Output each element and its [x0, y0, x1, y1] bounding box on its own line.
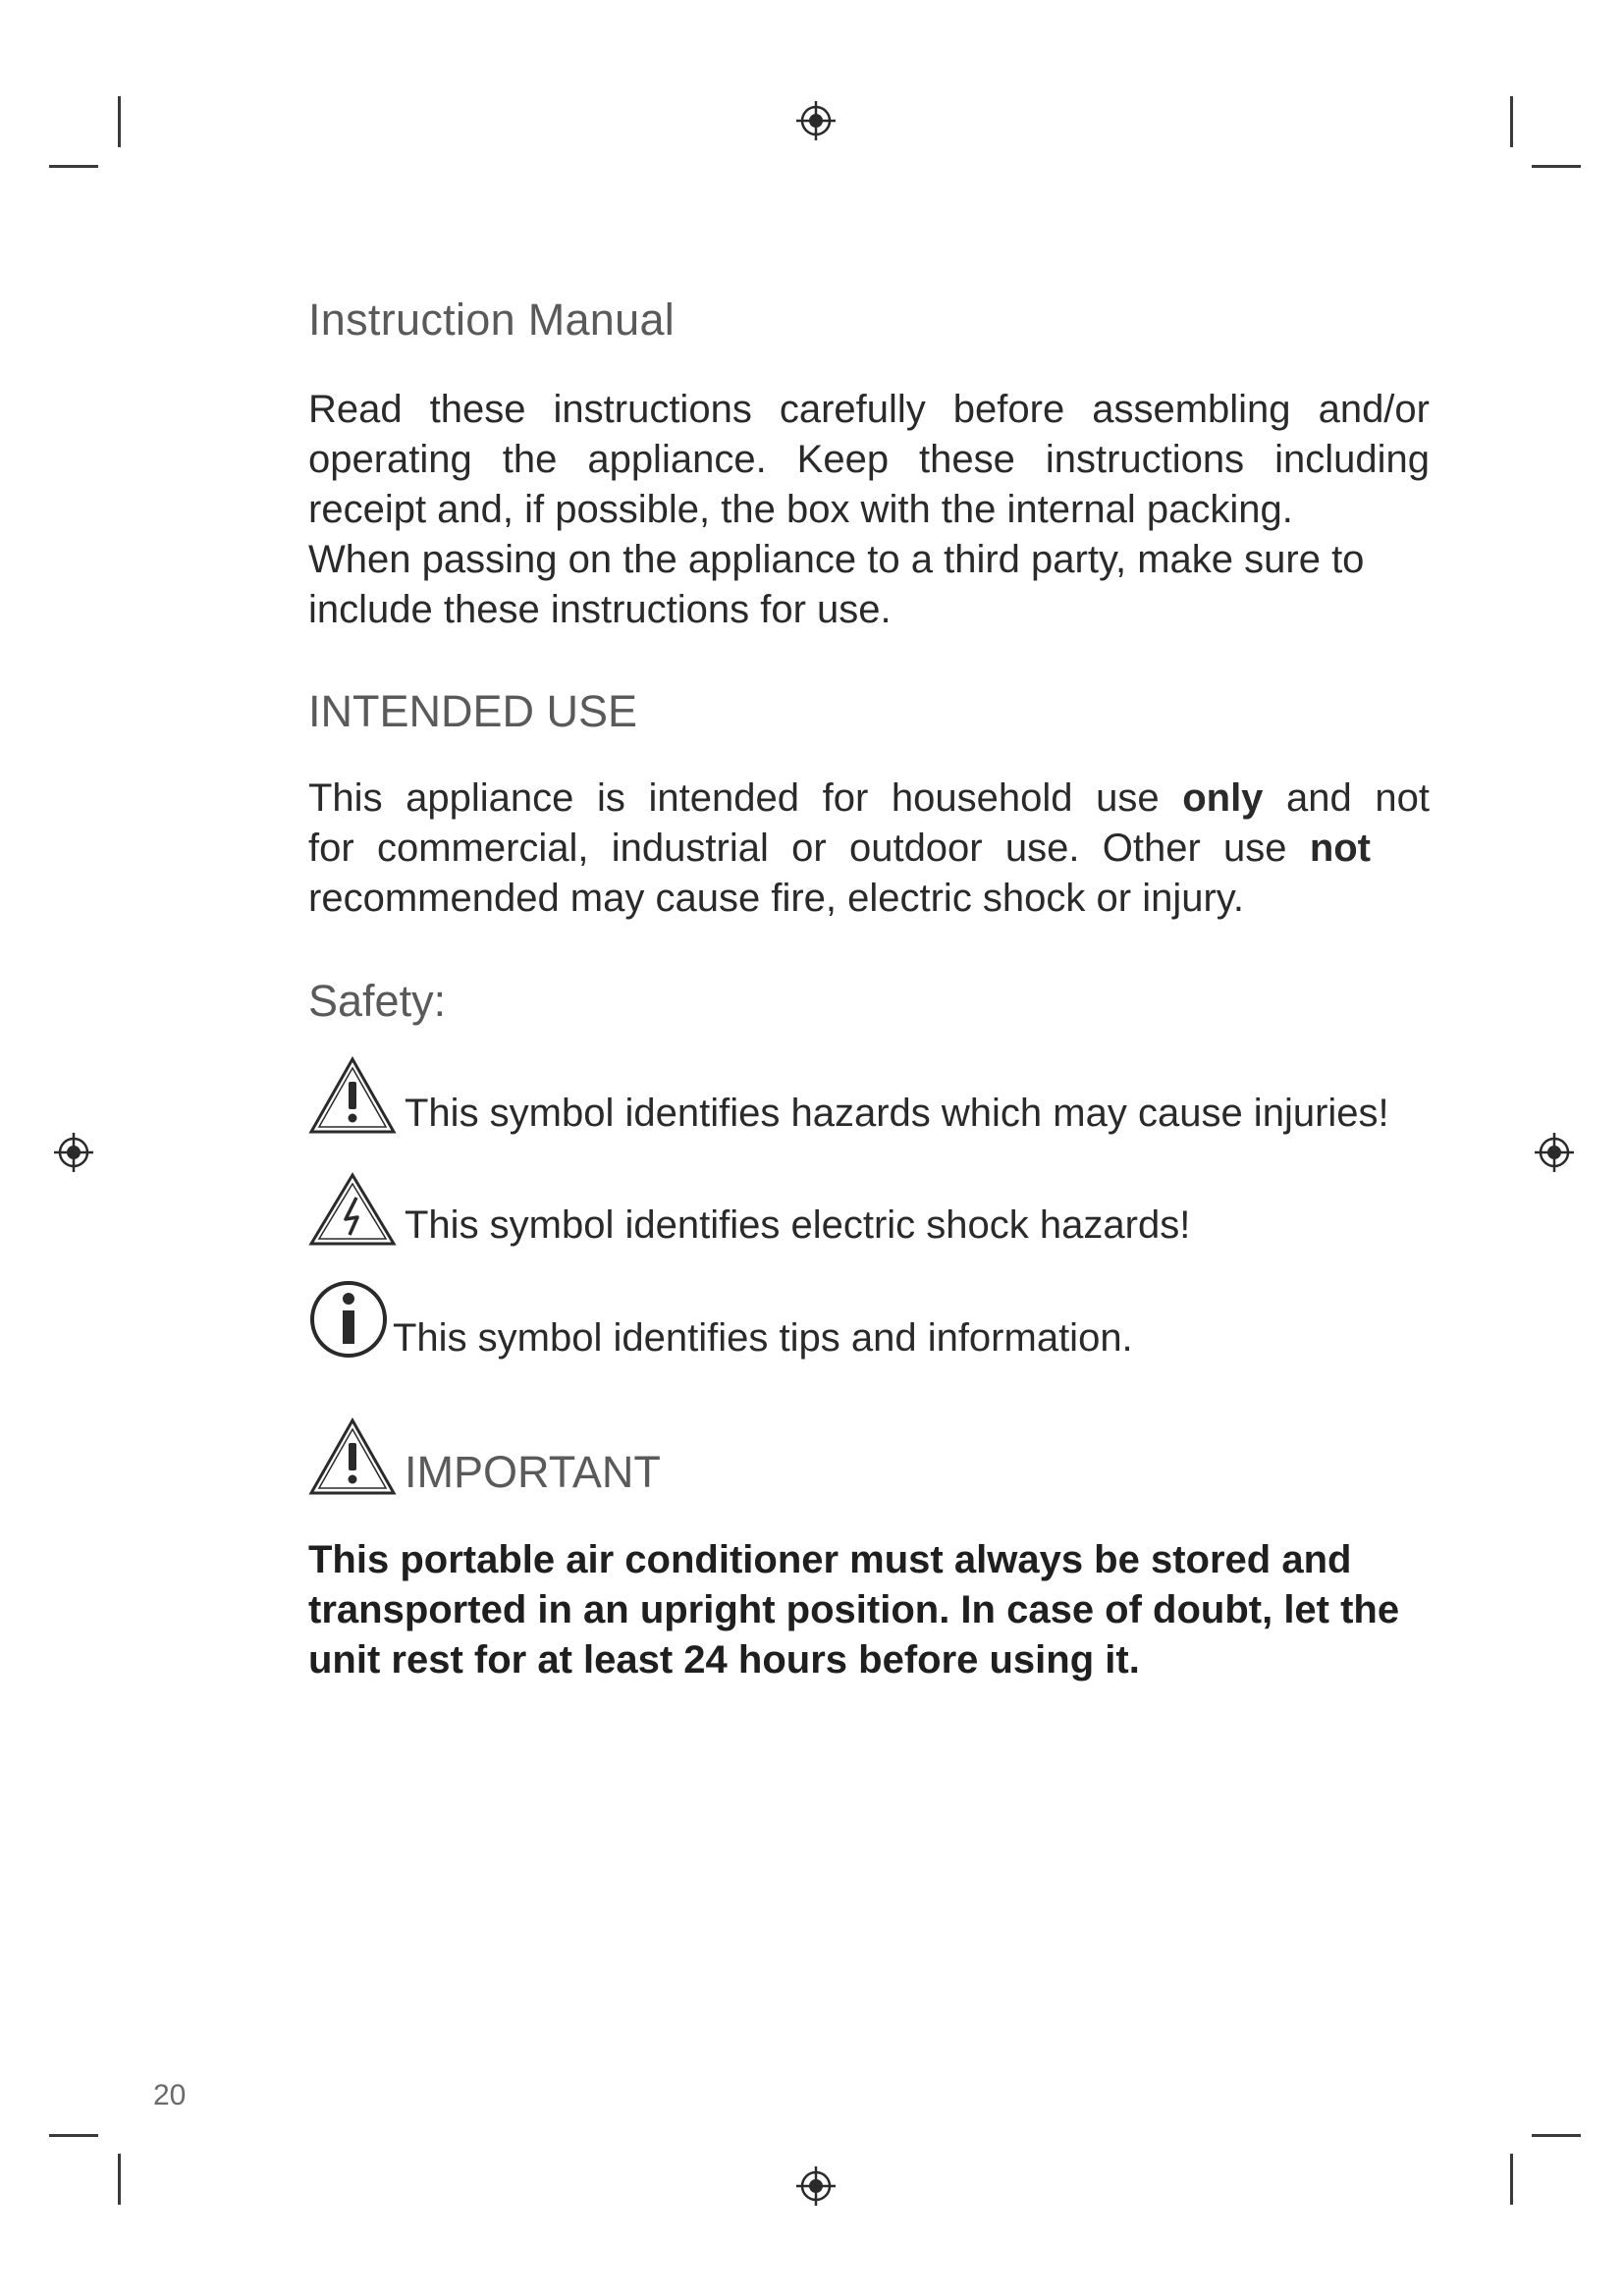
crop-mark	[1510, 96, 1513, 147]
registration-mark-icon	[1534, 1132, 1575, 1173]
info-icon	[308, 1279, 389, 1360]
important-text: This portable air conditioner must always be stored and transported in an upright position. In case of doubt, let the unit rest for at least 24 hours before using it.	[308, 1538, 1400, 1682]
intro-line: receipt and, if possible, the box with the internal packing.	[308, 488, 1293, 531]
registration-mark-icon	[53, 1132, 94, 1173]
warning-triangle-icon	[308, 1056, 397, 1135]
intro-line: include these instructions for use.	[308, 588, 892, 631]
safety-symbol-row	[308, 1056, 1389, 1135]
crop-mark	[49, 165, 98, 168]
page-number: 20	[153, 2079, 187, 2111]
intended-use-paragraph	[308, 774, 1430, 924]
intended-use-line	[308, 824, 1371, 874]
safety-symbol-text: This symbol identifies tips and information.	[393, 1316, 1133, 1360]
intended-use-line	[308, 774, 1430, 824]
safety-heading: Safety:	[308, 976, 447, 1026]
intro-line: When passing on the appliance to a third party, make sure to	[308, 538, 1365, 581]
crop-mark	[49, 2134, 98, 2137]
crop-mark	[1532, 2134, 1581, 2137]
crop-mark	[118, 2154, 121, 2205]
crop-mark	[1532, 165, 1581, 168]
intended-use-line: recommended may cause fire, electric shock or injury.	[308, 877, 1244, 920]
warning-triangle-icon	[308, 1417, 397, 1496]
text-run: and not	[1263, 776, 1430, 820]
registration-mark-icon	[795, 100, 837, 141]
safety-symbol-text: This symbol identifies electric shock hazards!	[405, 1203, 1191, 1247]
emphasis-not: not	[1309, 827, 1371, 870]
intro-paragraph	[308, 385, 1430, 635]
safety-symbol-row	[308, 1279, 1133, 1360]
safety-symbol-text: This symbol identifies hazards which may cause injuries!	[405, 1092, 1389, 1135]
text-run: for commercial, industrial or outdoor use. Other use	[308, 827, 1310, 870]
safety-symbol-row	[308, 1172, 1190, 1247]
crop-mark	[1510, 2154, 1513, 2205]
important-heading: IMPORTANT	[405, 1447, 661, 1497]
text-run: This appliance is intended for household use	[308, 776, 1183, 820]
intro-line: Read these instructions carefully before assembling and/or	[308, 388, 1430, 431]
intro-line: operating the appliance. Keep these instructions including	[308, 438, 1430, 481]
intended-use-heading: INTENDED USE	[308, 686, 638, 736]
emphasis-only: only	[1182, 776, 1264, 820]
crop-mark	[118, 96, 121, 147]
electric-shock-icon	[308, 1172, 397, 1247]
registration-mark-icon	[795, 2165, 837, 2207]
page-title: Instruction Manual	[308, 294, 676, 345]
important-heading-row	[308, 1417, 661, 1496]
